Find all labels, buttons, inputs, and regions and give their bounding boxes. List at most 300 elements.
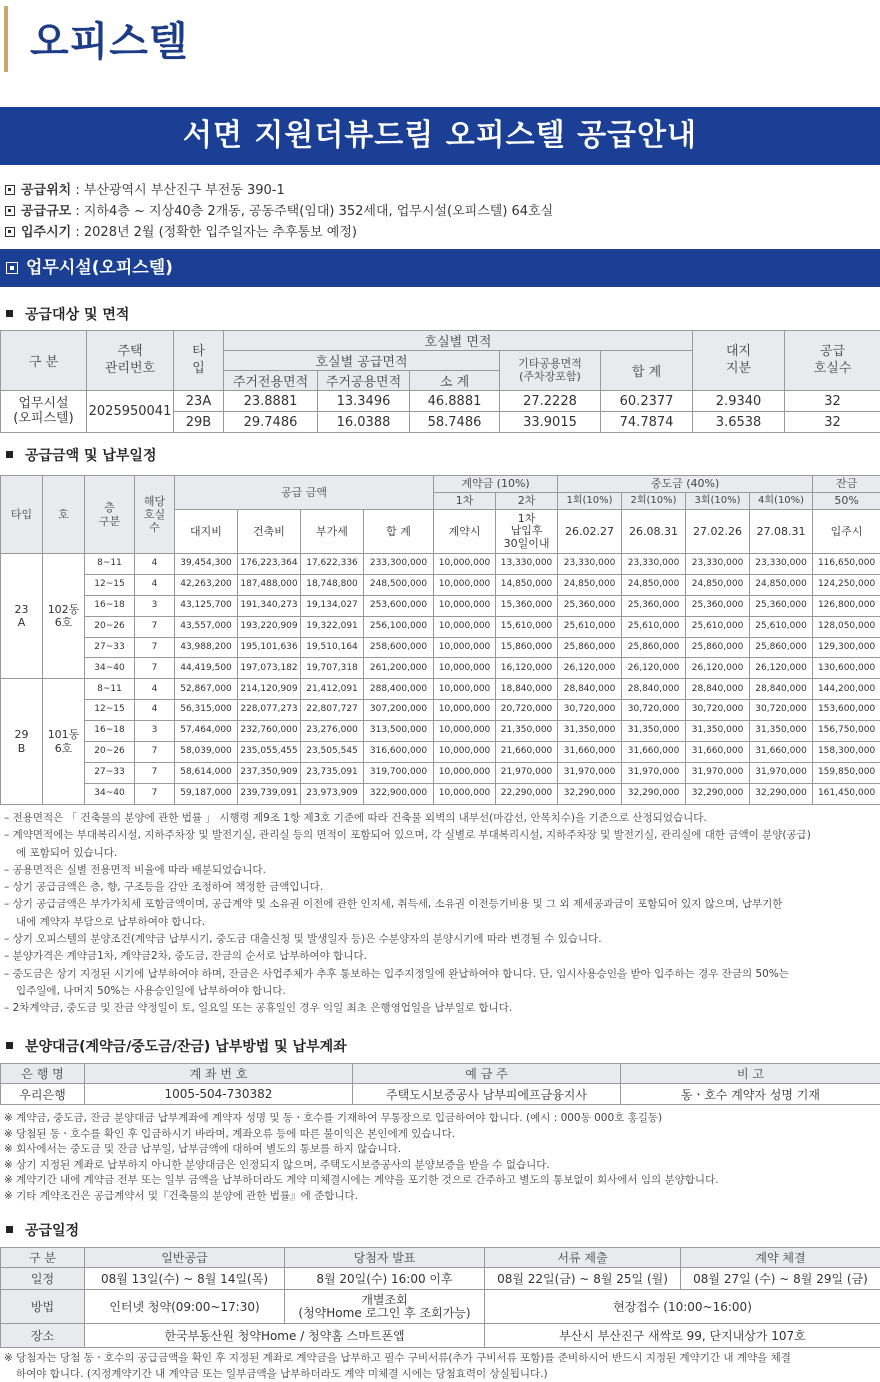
price-notes: [4, 810, 880, 1018]
note-line: – 전용면적은 「 건축물의 분양에 관한 법률 」 시행령 제9조 1항 제3호 기준에 따라 건축물 외벽의 내부선(마감선, 안목치수)을 기준으로 산정되었습니다.: [4, 812, 707, 824]
table-cell: 43,557,000: [175, 616, 238, 637]
table-cell: 31,350,000: [750, 721, 813, 742]
note-line: – 중도금은 상기 지정된 시기에 납부하여야 하며, 잔금은 사업주체가 추후 통보하는 입주지정일에 완납하여야 합니다. 단, 임시사용승인을 받아 입주하는 경우 잔금의 50%는: [4, 967, 789, 980]
table-cell: 144,200,000: [813, 679, 880, 700]
schedule-notes: [4, 1350, 880, 1382]
th-type: 타 입: [174, 331, 224, 391]
table-cell: 22,290,000: [496, 783, 558, 804]
table-cell: 4: [135, 700, 175, 721]
note-line: ※ 상기 지정된 계좌로 납부하지 아니한 분양대금은 인정되지 않으며, 주택도시보증공사의 분양보증을 받을 수 없습니다.: [4, 1158, 550, 1171]
info-label: 입주시기: [21, 225, 72, 240]
table-cell: 26,120,000: [558, 658, 622, 679]
table-row: [1, 700, 880, 721]
table-cell: 23,330,000: [686, 554, 750, 575]
table-cell: 7: [135, 616, 175, 637]
table-cell: 10,000,000: [434, 554, 496, 575]
th-land: 대지 지분: [693, 331, 785, 391]
table-cell: 26,120,000: [686, 658, 750, 679]
table-cell: 22,807,727: [301, 700, 364, 721]
table-cell: 20~26: [85, 742, 135, 763]
table-cell: 10,000,000: [434, 700, 496, 721]
table-row: [1, 762, 880, 783]
subhead-text: 공급금액 및 납부일정: [25, 448, 157, 464]
table-cell: 30,720,000: [558, 700, 622, 721]
cell-place-online: 한국부동산원 청약Home / 청약홈 스마트폰앱: [85, 1324, 485, 1348]
th-build: 건축비: [238, 510, 301, 554]
table-cell: 10,000,000: [434, 783, 496, 804]
table-cell: 42,263,200: [175, 574, 238, 595]
th-vat: 부가세: [301, 510, 364, 554]
price-table-body: [1, 554, 880, 805]
note-line: 입주일에, 나머지 50%는 사용승인일에 납부하여야 합니다.: [16, 984, 286, 997]
table-cell: 239,739,091: [238, 783, 301, 804]
table-cell: 8~11: [85, 679, 135, 700]
cell-docs-date: 08월 22일(금) ~ 8월 25일 (월): [485, 1268, 681, 1290]
table-cell: 158,300,000: [813, 742, 880, 763]
cell-land: 2.9340: [693, 391, 785, 412]
cell-land: 3.6538: [693, 412, 785, 433]
table-cell: 187,488,000: [238, 574, 301, 595]
cell-ho: 101동 6호: [43, 679, 85, 804]
checkbox-square-icon: [6, 262, 18, 274]
table-cell: 161,450,000: [813, 783, 880, 804]
table-cell: 31,350,000: [622, 721, 686, 742]
cell-type: 23A: [174, 391, 224, 412]
table-cell: 10,000,000: [434, 616, 496, 637]
info-label: 공급규모: [21, 204, 72, 219]
table-cell: 28,840,000: [622, 679, 686, 700]
cell-etc: 27.2228: [500, 391, 601, 412]
table-row: [1, 616, 880, 637]
table-cell: 23,735,091: [301, 762, 364, 783]
table-row: [1, 637, 880, 658]
table-cell: 19,707,318: [301, 658, 364, 679]
th-d2v: 1차 납입후 30일이내: [496, 510, 558, 554]
note-line: – 계약면적에는 부대복리시설, 지하주차장 및 발전기실, 관리실 등의 면적이 포함되어 있으며, 각 실별로 부대복리시설, 지하주차장 및 발전기실, 관리실에 대한 금액이 분양(공급): [4, 829, 811, 842]
cell-rooms: 32: [785, 391, 880, 412]
table-cell: 233,300,000: [364, 554, 434, 575]
subhead-area: [6, 304, 129, 324]
th-m3d: 27.02.26: [686, 510, 750, 554]
table-cell: 39,454,300: [175, 554, 238, 575]
table-cell: 237,350,909: [238, 762, 301, 783]
table-cell: 15,610,000: [496, 616, 558, 637]
th-floor: 층 구분: [85, 476, 135, 554]
table-row: [1, 742, 880, 763]
table-row: [1, 679, 880, 700]
table-cell: 24,850,000: [686, 574, 750, 595]
subhead-text: 분양대금(계약금/중도금/잔금) 납부방법 및 납부계좌: [25, 1039, 347, 1055]
th-common: 주거공용면적: [318, 371, 410, 391]
subhead-payment: [6, 1036, 347, 1056]
note-line: – 상기 공급금액은 부가가치세 포함금액이며, 공급계약 및 소유권 이전에 관한 인지세, 취득세, 소유권 이전등기비용 및 그 외 제세공과금이 포함되어 있지 않으며, 납부기한: [4, 898, 783, 911]
table-cell: 7: [135, 783, 175, 804]
table-cell: 34~40: [85, 658, 135, 679]
info-location: [5, 179, 285, 198]
table-cell: 25,860,000: [622, 637, 686, 658]
table-cell: 16~18: [85, 721, 135, 742]
table-cell: 32,290,000: [622, 783, 686, 804]
table-cell: 17,622,336: [301, 554, 364, 575]
table-cell: 14,850,000: [496, 574, 558, 595]
bullet-square-icon: [6, 310, 13, 317]
table-cell: 28,840,000: [558, 679, 622, 700]
table-cell: 10,000,000: [434, 595, 496, 616]
table-row: [1, 721, 880, 742]
table-cell: 19,322,091: [301, 616, 364, 637]
cell-general-date: 08월 13일(수) ~ 8월 14일(목): [85, 1268, 285, 1290]
cell-total: 60.2377: [601, 391, 693, 412]
page-title: 오피스텔: [30, 19, 189, 65]
table-cell: 10,000,000: [434, 574, 496, 595]
table-cell: 31,660,000: [558, 742, 622, 763]
table-cell: 23,330,000: [558, 554, 622, 575]
table-cell: 12~15: [85, 574, 135, 595]
table-cell: 7: [135, 658, 175, 679]
table-cell: 28,840,000: [750, 679, 813, 700]
subhead-text: 공급일정: [25, 1223, 80, 1239]
note-line: ※ 당첨된 동ㆍ호수를 확인 후 입금하시기 바라며, 계좌오류 등에 따른 불이익은 본인에게 있습니다.: [4, 1127, 456, 1140]
table-cell: 31,970,000: [622, 762, 686, 783]
table-cell: 322,900,000: [364, 783, 434, 804]
table-cell: 31,970,000: [686, 762, 750, 783]
main-banner: 서면 지원더뷰드림 오피스텔 공급안내: [0, 107, 880, 165]
table-cell: 316,600,000: [364, 742, 434, 763]
th-ho: 호: [43, 476, 85, 554]
table-cell: 32,290,000: [558, 783, 622, 804]
cell-note: 동ㆍ호수 계약자 성명 기재: [621, 1084, 880, 1105]
table-cell: 25,360,000: [686, 595, 750, 616]
row-label-place: 장소: [1, 1324, 85, 1348]
table-cell: 128,050,000: [813, 616, 880, 637]
subhead-text: 공급대상 및 면적: [25, 307, 130, 323]
cell-general-method: 인터넷 청약(09:00~17:30): [85, 1290, 285, 1324]
table-cell: 24,850,000: [750, 574, 813, 595]
cell-common: 16.0388: [318, 412, 410, 433]
table-cell: 248,500,000: [364, 574, 434, 595]
table-cell: 319,700,000: [364, 762, 434, 783]
th-m3: 3회(10%): [686, 493, 750, 510]
th-m2d: 26.08.31: [622, 510, 686, 554]
th-mgmt: 주택 관리번호: [87, 331, 174, 391]
note-line: 하여야 합니다. (지정계약기간 내 계약금 또는 일부금액을 납부하더라도 계약 미체결 시에는 당첨효력이 상실됩니다.): [16, 1368, 548, 1380]
th-area: 호실별 면적: [224, 331, 693, 351]
table-cell: 31,660,000: [622, 742, 686, 763]
table-cell: 253,600,000: [364, 595, 434, 616]
th-supply: 호실별 공급면적: [224, 351, 500, 371]
table-cell: 23,330,000: [750, 554, 813, 575]
table-cell: 159,850,000: [813, 762, 880, 783]
payment-notes: [4, 1111, 880, 1205]
table-cell: 261,200,000: [364, 658, 434, 679]
table-cell: 288,400,000: [364, 679, 434, 700]
th-gubun: 구 분: [1, 1248, 85, 1268]
table-cell: 10,000,000: [434, 721, 496, 742]
table-cell: 130,600,000: [813, 658, 880, 679]
table-cell: 30,720,000: [622, 700, 686, 721]
th-d1v: 계약시: [434, 510, 496, 554]
th-m1d: 26.02.27: [558, 510, 622, 554]
section-title: 업무시설(오피스텔): [26, 258, 173, 278]
table-cell: 24,850,000: [622, 574, 686, 595]
th-total: 합 계: [364, 510, 434, 554]
th-bank: 은 행 명: [1, 1064, 85, 1084]
page-title-block: [0, 0, 880, 74]
table-cell: 28,840,000: [686, 679, 750, 700]
cell-winner-date: 8월 20일(수) 16:00 이후: [285, 1268, 485, 1290]
checkbox-square-icon: [5, 227, 15, 237]
cell-category: 업무시설 (오피스텔): [1, 391, 87, 433]
table-cell: 7: [135, 637, 175, 658]
cell-total: 74.7874: [601, 412, 693, 433]
table-cell: 20~26: [85, 616, 135, 637]
cell-ho: 102동 6호: [43, 554, 85, 679]
note-line: ※ 계약금, 중도금, 잔금 분양대금 납부계좌에 계약자 성명 및 동ㆍ호수를 기재하여 무통장으로 입금하여야 합니다. (예시 : 000동 000호 홍길동): [4, 1112, 663, 1124]
th-gubun: 구 분: [1, 331, 87, 391]
table-cell: 10,000,000: [434, 637, 496, 658]
table-cell: 43,988,200: [175, 637, 238, 658]
table-cell: 31,350,000: [686, 721, 750, 742]
table-cell: 195,101,636: [238, 637, 301, 658]
table-cell: 52,867,000: [175, 679, 238, 700]
note-line: ※ 기타 계약조건은 공급계약서 및『건축물의 분양에 관한 법률』에 준합니다.: [4, 1189, 358, 1202]
table-cell: 16~18: [85, 595, 135, 616]
note-line: – 분양가격은 계약금1차, 계약금2차, 중도금, 잔금의 순서로 납부하여야 합니다.: [4, 950, 367, 963]
table-cell: 25,610,000: [686, 616, 750, 637]
cell-mgmt-no: 2025950041: [87, 391, 174, 433]
table-cell: 25,610,000: [558, 616, 622, 637]
th-winner: 당첨자 발표: [285, 1248, 485, 1268]
table-cell: 25,610,000: [750, 616, 813, 637]
table-cell: 15,860,000: [496, 637, 558, 658]
info-value: : 2028년 2월 (정확한 입주일자는 추후통보 예정): [71, 225, 357, 240]
table-cell: 26,120,000: [622, 658, 686, 679]
table-cell: 19,134,027: [301, 595, 364, 616]
table-cell: 31,970,000: [558, 762, 622, 783]
cell-sub: 46.8881: [410, 391, 500, 412]
info-value: : 지하4층 ~ 지상40층 2개동, 공동주택(임대) 352세대, 업무시설(오피스텔) 64호실: [71, 204, 554, 219]
section-header: [0, 249, 880, 287]
th-general: 일반공급: [85, 1248, 285, 1268]
table-cell: 235,055,455: [238, 742, 301, 763]
th-balp: 50%: [813, 493, 880, 510]
th-holder: 예 금 주: [353, 1064, 621, 1084]
th-land: 대지비: [175, 510, 238, 554]
table-cell: 31,660,000: [750, 742, 813, 763]
table-cell: 23,276,000: [301, 721, 364, 742]
table-cell: 31,660,000: [686, 742, 750, 763]
table-cell: 191,340,273: [238, 595, 301, 616]
table-row: [1, 574, 880, 595]
note-line: – 2차계약금, 중도금 및 잔금 약정일이 토, 일요일 또는 공휴일인 경우 익일 최초 은행영업일을 납부일로 합니다.: [4, 1002, 513, 1015]
cell-holder: 주택도시보증공사 남부피에프금융지사: [353, 1084, 621, 1105]
table-cell: 23,330,000: [622, 554, 686, 575]
note-line: 에 포함되어 있습니다.: [16, 846, 118, 859]
note-line: – 상기 공급금액은 층, 향, 구조등을 감안 조정하여 책정한 금액입니다.: [4, 881, 324, 894]
table-cell: 34~40: [85, 783, 135, 804]
table-cell: 32,290,000: [686, 783, 750, 804]
th-total: 합 계: [601, 351, 693, 391]
table-cell: 10,000,000: [434, 679, 496, 700]
note-line: ※ 회사에서는 중도금 및 잔금 납부일, 납부금액에 대하여 별도의 통보를 하지 않습니다.: [4, 1143, 402, 1156]
table-cell: 25,860,000: [558, 637, 622, 658]
table-cell: 232,760,000: [238, 721, 301, 742]
cell-type: 23 A: [1, 554, 43, 679]
table-cell: 228,077,273: [238, 700, 301, 721]
price-table: [0, 475, 880, 805]
th-deposit: 계약금 (10%): [434, 476, 558, 493]
th-docs: 서류 제출: [485, 1248, 681, 1268]
table-cell: 126,800,000: [813, 595, 880, 616]
table-row: [1, 783, 880, 804]
table-cell: 193,220,909: [238, 616, 301, 637]
th-acct: 계 좌 번 호: [85, 1064, 353, 1084]
table-cell: 256,100,000: [364, 616, 434, 637]
info-movein: [5, 221, 357, 240]
table-cell: 258,600,000: [364, 637, 434, 658]
checkbox-square-icon: [5, 185, 15, 195]
table-cell: 156,750,000: [813, 721, 880, 742]
note-line: – 공용면적은 실별 전용면적 비율에 따라 배분되었습니다.: [4, 863, 266, 876]
table-cell: 21,412,091: [301, 679, 364, 700]
table-cell: 4: [135, 679, 175, 700]
th-excl: 주거전용면적: [224, 371, 318, 391]
th-sub: 소 계: [410, 371, 500, 391]
table-cell: 26,120,000: [750, 658, 813, 679]
table-cell: 176,223,364: [238, 554, 301, 575]
note-line: ※ 계약기간 내에 계약금 전부 또는 일부 금액을 납부하더라도 계약 미체결시에는 계약을 포기한 것으로 간주하고 별도의 통보없이 회사에서 임의 분양합니다.: [4, 1174, 719, 1187]
table-cell: 307,200,000: [364, 700, 434, 721]
subhead-price: [6, 445, 156, 465]
bullet-square-icon: [6, 1226, 13, 1233]
table-cell: 25,360,000: [622, 595, 686, 616]
th-d1: 1차: [434, 493, 496, 510]
table-cell: 24,850,000: [558, 574, 622, 595]
table-cell: 13,330,000: [496, 554, 558, 575]
table-cell: 197,073,182: [238, 658, 301, 679]
table-cell: 21,660,000: [496, 742, 558, 763]
table-cell: 313,500,000: [364, 721, 434, 742]
table-cell: 25,610,000: [622, 616, 686, 637]
table-cell: 59,187,000: [175, 783, 238, 804]
cell-type: 29 B: [1, 679, 43, 804]
table-cell: 32,290,000: [750, 783, 813, 804]
th-m4: 4회(10%): [750, 493, 813, 510]
bullet-square-icon: [6, 1042, 13, 1049]
cell-acct: 1005-504-730382: [85, 1084, 353, 1105]
table-cell: 57,464,000: [175, 721, 238, 742]
subhead-schedule: [6, 1220, 79, 1240]
table-cell: 58,614,000: [175, 762, 238, 783]
checkbox-square-icon: [5, 206, 15, 216]
table-cell: 4: [135, 554, 175, 575]
table-cell: 21,970,000: [496, 762, 558, 783]
table-cell: 25,860,000: [686, 637, 750, 658]
table-cell: 214,120,909: [238, 679, 301, 700]
table-cell: 19,510,164: [301, 637, 364, 658]
note-line: ※ 당첨자는 당첨 동ㆍ호수의 공급금액을 확인 후 지정된 계좌로 계약금을 납부하고 필수 구비서류(추가 구비서류 포함)를 준비하시어 반드시 지정된 계약기간 내 계약을 체결: [4, 1352, 791, 1364]
table-cell: 58,039,000: [175, 742, 238, 763]
table-cell: 129,300,000: [813, 637, 880, 658]
table-cell: 7: [135, 742, 175, 763]
cell-common: 13.3496: [318, 391, 410, 412]
th-contract: 계약 체결: [681, 1248, 880, 1268]
area-table: [0, 330, 880, 433]
cell-type: 29B: [174, 412, 224, 433]
table-cell: 44,419,500: [175, 658, 238, 679]
cell-sub: 58.7486: [410, 412, 500, 433]
table-cell: 4: [135, 574, 175, 595]
table-cell: 3: [135, 595, 175, 616]
table-cell: 124,250,000: [813, 574, 880, 595]
row-label-method: 방법: [1, 1290, 85, 1324]
th-mid: 중도금 (40%): [558, 476, 813, 493]
th-d2: 2차: [496, 493, 558, 510]
th-rooms: 공급 호실수: [785, 331, 880, 391]
schedule-table: [0, 1247, 880, 1348]
th-m1: 1회(10%): [558, 493, 622, 510]
table-cell: 116,650,000: [813, 554, 880, 575]
cell-excl: 29.7486: [224, 412, 318, 433]
cell-place-site: 부산시 부산진구 새싹로 99, 단지내상가 107호: [485, 1324, 880, 1348]
row-label-schedule: 일정: [1, 1268, 85, 1290]
cell-etc: 33.9015: [500, 412, 601, 433]
cell-winner-method: 개별조회 (청약Home 로그인 후 조회가능): [285, 1290, 485, 1324]
cell-contract-date: 08월 27일 (수) ~ 8월 29일 (금): [681, 1268, 880, 1290]
table-cell: 27~33: [85, 762, 135, 783]
table-cell: 15,360,000: [496, 595, 558, 616]
table-cell: 153,600,000: [813, 700, 880, 721]
table-cell: 23,973,909: [301, 783, 364, 804]
th-note: 비 고: [621, 1064, 880, 1084]
table-cell: 31,970,000: [750, 762, 813, 783]
note-line: – 상기 오피스텔의 분양조건(계약금 납부시기, 중도금 대출신청 및 발생일자 등)은 수분양자의 분양시기에 따라 변경될 수 있습니다.: [4, 933, 602, 946]
th-amount: 공급 금액: [175, 476, 434, 510]
table-cell: 25,360,000: [750, 595, 813, 616]
cell-excl: 23.8881: [224, 391, 318, 412]
table-cell: 8~11: [85, 554, 135, 575]
table-cell: 31,350,000: [558, 721, 622, 742]
note-line: 내에 계약자 부담으로 납부하여야 합니다.: [16, 915, 206, 928]
cell-rooms: 32: [785, 412, 880, 433]
info-value: : 부산광역시 부산진구 부전동 390-1: [71, 183, 285, 198]
table-cell: 16,120,000: [496, 658, 558, 679]
table-cell: 25,360,000: [558, 595, 622, 616]
table-cell: 30,720,000: [750, 700, 813, 721]
table-cell: 12~15: [85, 700, 135, 721]
table-cell: 20,720,000: [496, 700, 558, 721]
table-cell: 10,000,000: [434, 658, 496, 679]
th-m2: 2회(10%): [622, 493, 686, 510]
info-label: 공급위치: [21, 183, 72, 198]
info-scale: [5, 200, 553, 219]
th-etc: 기타공용면적 (주차장포함): [500, 351, 601, 391]
cell-bank: 우리은행: [1, 1084, 85, 1105]
table-row: [1, 595, 880, 616]
th-bal: 잔금: [813, 476, 880, 493]
table-row: [1, 658, 880, 679]
cell-site-method: 현장접수 (10:00~16:00): [485, 1290, 880, 1324]
th-type: 타입: [1, 476, 43, 554]
table-cell: 43,125,700: [175, 595, 238, 616]
table-cell: 10,000,000: [434, 762, 496, 783]
bank-table: [0, 1063, 880, 1105]
th-count: 해당 호실 수: [135, 476, 175, 554]
table-cell: 18,840,000: [496, 679, 558, 700]
table-cell: 25,860,000: [750, 637, 813, 658]
table-cell: 10,000,000: [434, 742, 496, 763]
th-balv: 입주시: [813, 510, 880, 554]
